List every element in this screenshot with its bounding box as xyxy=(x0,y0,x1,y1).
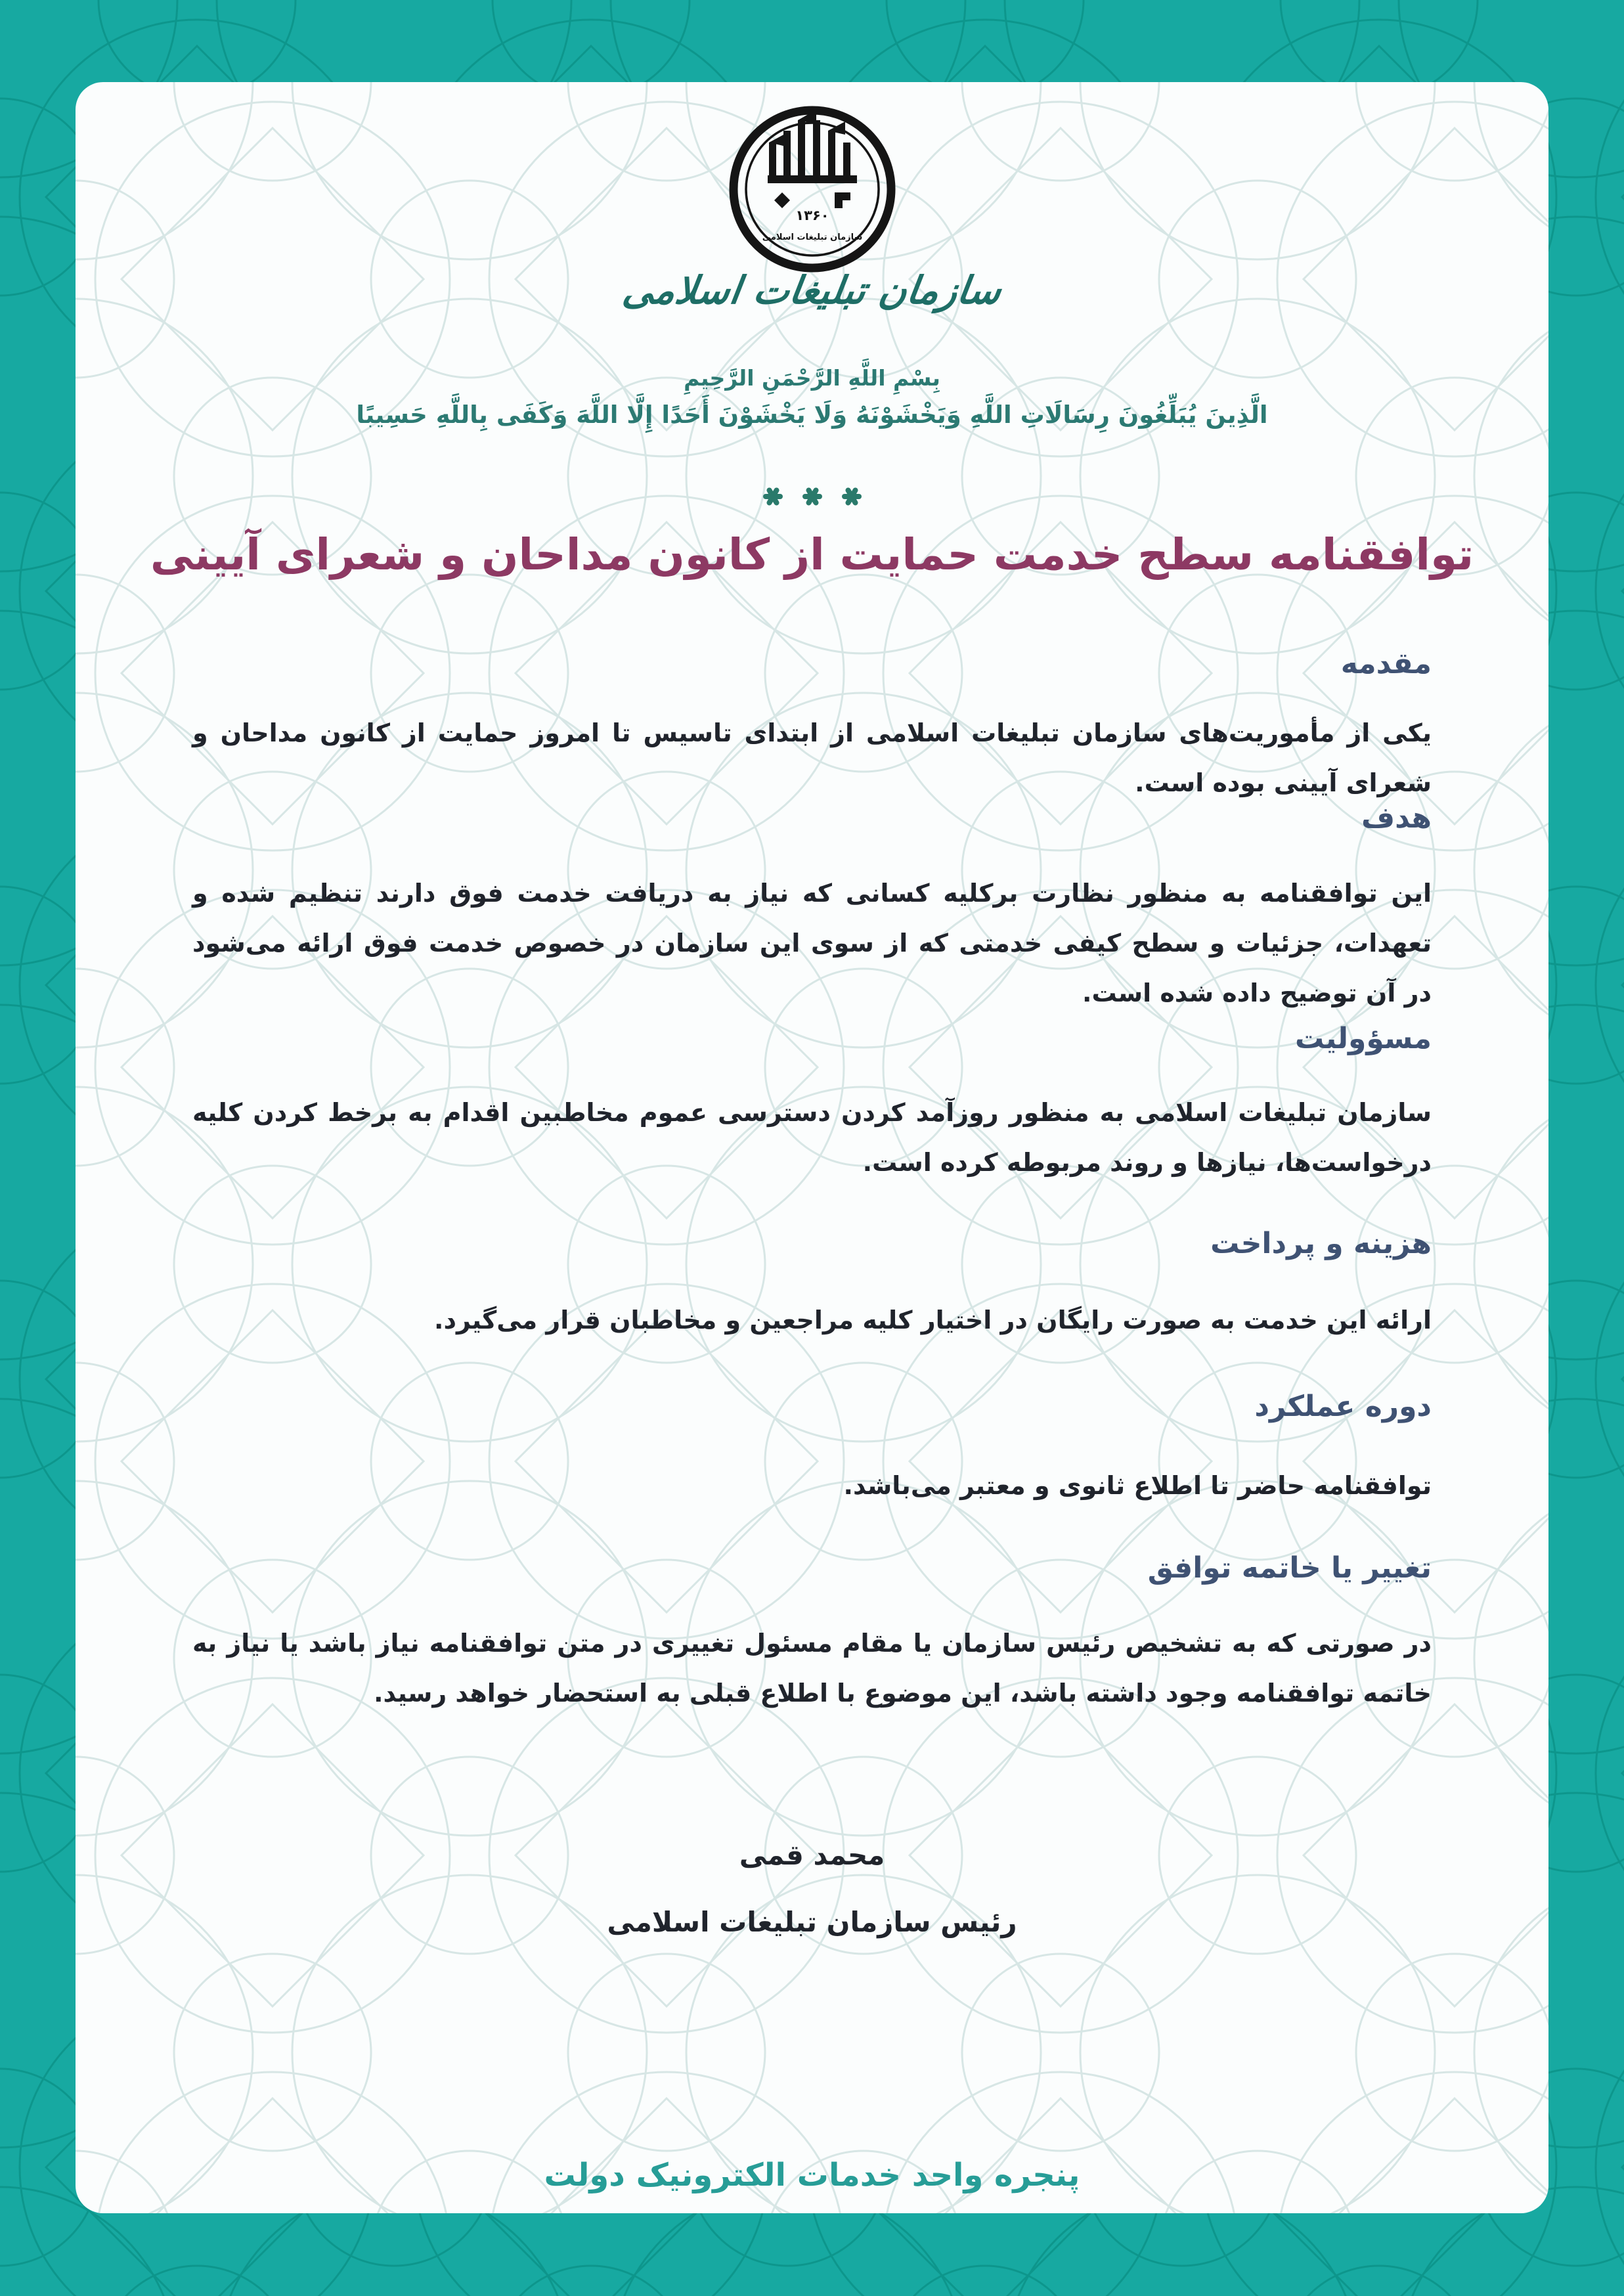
star-divider-icon xyxy=(757,482,868,511)
section-body-hadaf: این توافقنامه به منظور نظارت برکلیه کسانی که نیاز به دریافت خدمت فوق دارند تنظیم شده و تعهدات، جزئیات و سطح کیفی خدمتی که از سوی این سازمان در خصوص خدمت فوق ارائه می‌شود در آن توضیح داده شده است. xyxy=(192,879,1432,1007)
stars-divider xyxy=(0,482,1624,514)
section-heading-moghadame: مقدمه xyxy=(1340,647,1432,680)
section-body-dore-amalkard: توافقنامه حاضر تا اطلاع ثانوی و معتبر می‌باشد. xyxy=(843,1471,1432,1500)
section-heading-hadaf: هدف xyxy=(1361,801,1432,835)
organization-emblem-logo xyxy=(701,97,924,275)
document-title: توافقنامه سطح خدمت حمایت از کانون مداحان و شعرای آیینی xyxy=(150,529,1474,580)
section-heading-hazine-pardakht: هزینه و پرداخت xyxy=(1210,1227,1432,1260)
section-heading-taghyir-khateme: تغییر یا خاتمه توافق xyxy=(1147,1551,1432,1585)
section-heading-masouliat: مسؤولیت xyxy=(1294,1022,1432,1055)
section-body-taghyir-khateme: در صورتی که به تشخیص رئیس سازمان یا مقام مسئول تغییری در متن توافقنامه نیاز باشد یا نیاز به خاتمه توافقنامه وجود داشته باشد، این موضوع با اطلاع قبلی به استحضار خواهد رسید. xyxy=(192,1629,1432,1708)
signatory-name: محمد قمی xyxy=(739,1839,885,1871)
section-heading-dore-amalkard: دوره عملکرد xyxy=(1254,1390,1432,1423)
signatory-role: رئیس سازمان تبلیغات اسلامی xyxy=(607,1906,1017,1938)
quran-verse-line: الَّذِينَ يُبَلِّغُونَ رِسَالَاتِ اللَّهِ وَيَخْشَوْنَهُ وَلَا يَخْشَوْنَ أَحَدًا إِلَّا اللَّهَ وَكَفَى بِاللَّهِ حَسِيبًا xyxy=(356,401,1268,429)
section-body-masouliat: سازمان تبلیغات اسلامی به منظور روزآمد کردن دسترسی عموم مخاطبین اقدام به برخط کردن کلیه درخواست‌ها، نیازها و روند مربوطه کرده است. xyxy=(192,1098,1432,1177)
footer-egov-brand: پنجره واحد خدمات الکترونیک دولت xyxy=(544,2157,1080,2194)
organization-calligraphy: سازمان تبلیغات اسلامی xyxy=(620,268,1004,313)
emblem-ring-caption: سازمان تبلیغات اسلامی xyxy=(762,232,863,242)
emblem-year-label: ۱۳۶۰ xyxy=(795,208,829,223)
section-body-moghadame: یکی از مأموریت‌های سازمان تبلیغات اسلامی از ابتدای تاسیس تا امروز حمایت از کانون مداحان و شعرای آیینی بوده است. xyxy=(192,718,1432,797)
bismillah-line: بِسْمِ اللَّهِ الرَّحْمَنِ الرَّحِيمِ xyxy=(684,365,940,391)
kufic-allah-mark xyxy=(768,110,857,208)
section-body-hazine-pardakht: ارائه این خدمت به صورت رایگان در اختیار کلیه مراجعین و مخاطبان قرار می‌گیرد. xyxy=(434,1306,1432,1335)
